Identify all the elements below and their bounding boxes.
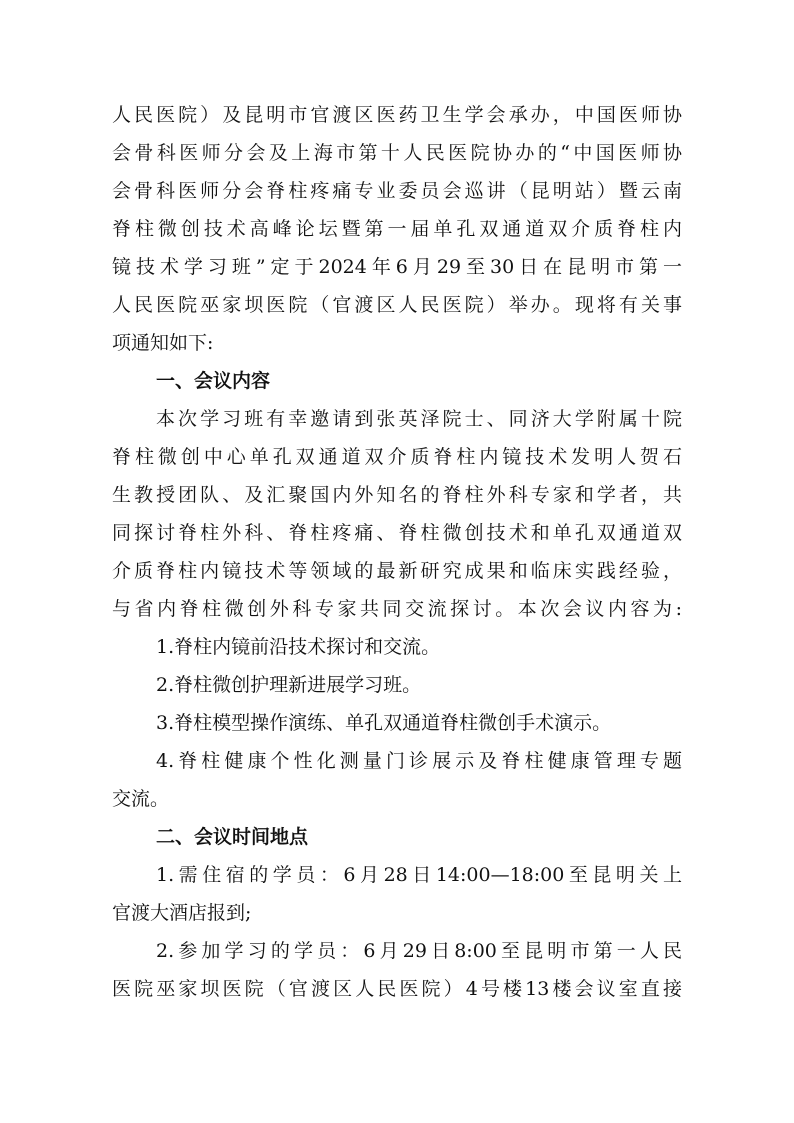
section1-item-1: 1.脊柱内镜前沿技术探讨和交流。	[156, 636, 441, 658]
section1-item-3: 3.脊柱模型操作演练、单孔双通道脊柱微创手术演示。	[156, 712, 612, 734]
section1-item-2: 2.脊柱微创护理新进展学习班。	[156, 674, 422, 696]
intro-line-4: 脊柱微创技术高峰论坛暨第一届单孔双通道双介质脊柱内	[112, 218, 682, 240]
section-heading-meeting-content: 一、会议内容	[156, 370, 271, 392]
section1-para-line-5: 介质脊柱内镜技术等领域的最新研究成果和临床实践经验，	[112, 560, 682, 582]
section2-item-1-line-1: 1.需住宿的学员：6月28日14:00—18:00至昆明关上	[156, 864, 682, 886]
intro-line-7: 项通知如下:	[112, 332, 214, 354]
section2-item-2-line-1: 2.参加学习的学员：6月29日8:00至昆明市第一人民	[156, 940, 682, 962]
intro-line-6: 人民医院巫家坝医院（官渡区人民医院）举办。现将有关事	[112, 294, 682, 316]
section1-para-line-2: 脊柱微创中心单孔双通道双介质脊柱内镜技术发明人贺石	[112, 446, 682, 468]
intro-line-5: 镜技术学习班”定于2024年6月29至30日在昆明市第一	[112, 256, 682, 278]
section-heading-time-location: 二、会议时间地点	[156, 826, 309, 848]
intro-line-2: 会骨科医师分会及上海市第十人民医院协办的“中国医师协	[112, 142, 682, 164]
document-body	[112, 96, 682, 1008]
section1-para-line-6: 与省内脊柱微创外科专家共同交流探讨。本次会议内容为:	[112, 598, 682, 620]
section1-para-line-4: 同探讨脊柱外科、脊柱疼痛、脊柱微创技术和单孔双通道双	[112, 522, 682, 544]
section1-item-4-line-2: 交流。	[112, 788, 170, 810]
intro-line-1: 人民医院）及昆明市官渡区医药卫生学会承办，中国医师协	[112, 104, 682, 126]
section2-item-1-line-2: 官渡大酒店报到;	[112, 902, 252, 924]
section1-item-4-line-1: 4.脊柱健康个性化测量门诊展示及脊柱健康管理专题	[156, 750, 682, 772]
section1-para-line-3: 生教授团队、及汇聚国内外知名的脊柱外科专家和学者，共	[112, 484, 682, 506]
section2-item-2-line-2: 医院巫家坝医院（官渡区人民医院）4号楼13楼会议室直接	[112, 978, 682, 1000]
intro-line-3: 会骨科医师分会脊柱疼痛专业委员会巡讲（昆明站）暨云南	[112, 180, 682, 202]
section1-para-line-1: 本次学习班有幸邀请到张英泽院士、同济大学附属十院	[156, 408, 682, 430]
